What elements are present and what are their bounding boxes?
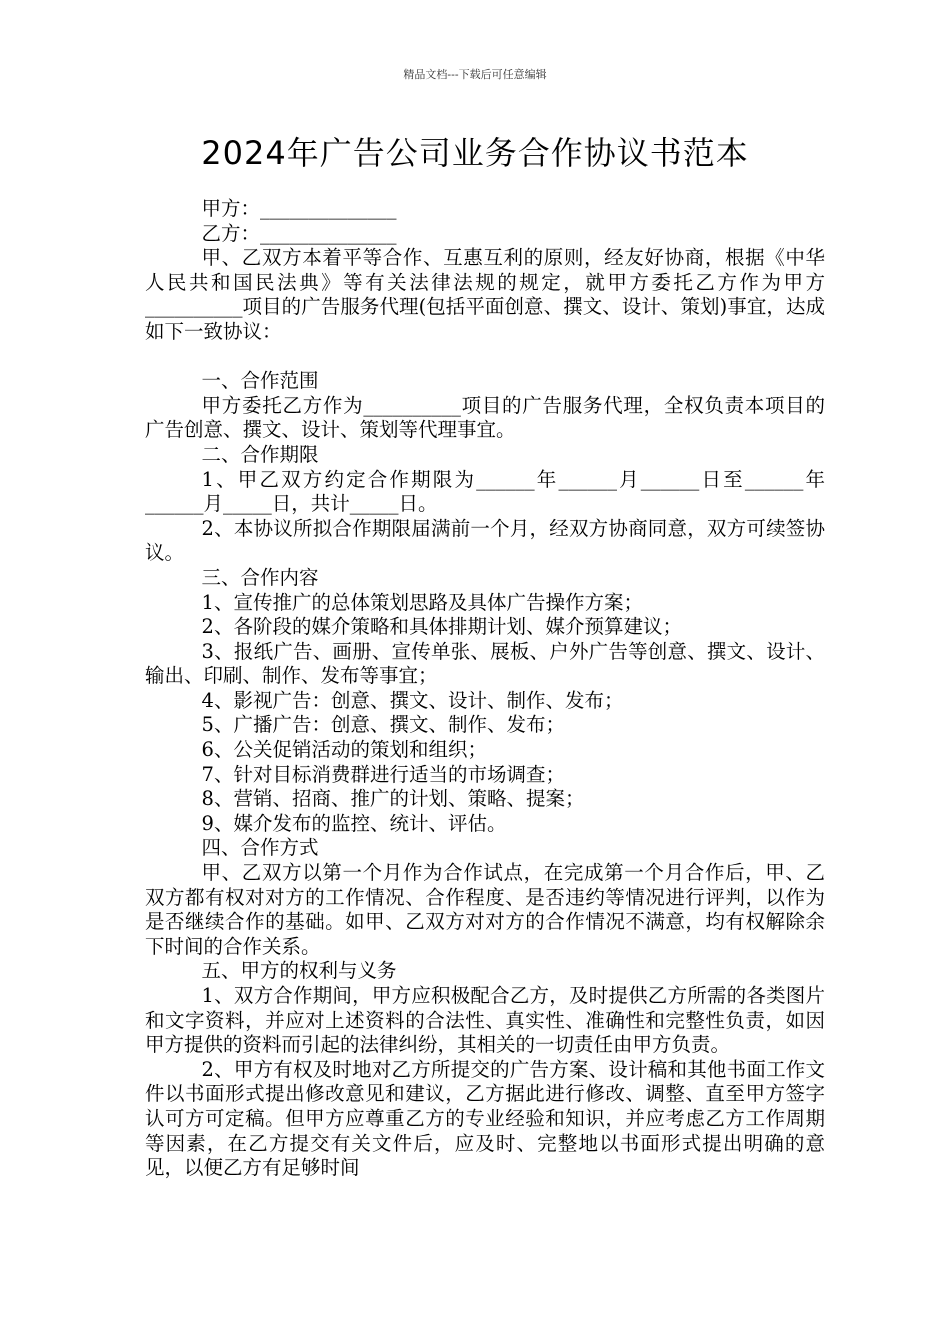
body-paragraph: 1、双方合作期间，甲方应积极配合乙方，及时提供乙方所需的各类图片和文字资料，并应对上述资料的合法性、真实性、准确性和完整性负责，如因甲方提供的资料而引起的法律纠纷，其相关的一切责任由甲方负责。 — [145, 984, 825, 1057]
document-body — [145, 197, 825, 1181]
body-paragraph: 甲方委托乙方作为__________项目的广告服务代理，全权负责本项目的广告创意、撰文、设计、策划等代理事宜。 — [145, 393, 825, 442]
list-item: 6、公关促销活动的策划和组织； — [201, 738, 487, 762]
section-heading: 一、合作范围 — [201, 369, 319, 393]
section-heading: 二、合作期限 — [201, 442, 319, 466]
body-paragraph: 1、甲乙双方约定合作期限为______年______月______日至______年______月_____日，共计_____日。 — [145, 467, 825, 516]
document-title: 2024年广告公司业务合作协议书范本 — [201, 134, 749, 172]
party-b-line: 乙方：______________ — [201, 221, 397, 245]
body-paragraph: 甲、乙双方以第一个月作为合作试点，在完成第一个月合作后，甲、乙双方都有权对对方的工作情况、合作程度、是否违约等情况进行评判，以作为是否继续合作的基础。如甲、乙双方对对方的合作情况不满意，均有权解除余下时间的合作关系。 — [145, 861, 825, 958]
list-item: 3、报纸广告、画册、宣传单张、展板、户外广告等创意、撰文、设计、输出、印刷、制作、发布等事宜； — [145, 639, 825, 688]
list-item: 8、营销、招商、推广的计划、策略、提案； — [201, 787, 585, 811]
blank-line — [145, 345, 825, 370]
list-item: 2、各阶段的媒介策略和具体排期计划、媒介预算建议； — [201, 615, 682, 639]
party-a-line: 甲方：______________ — [201, 197, 397, 220]
section-heading: 三、合作内容 — [201, 565, 319, 589]
list-item: 1、宣传推广的总体策划思路及具体广告操作方案； — [201, 590, 643, 614]
preamble-paragraph: 甲、乙双方本着平等合作、互惠互利的原则，经友好协商，根据《中华人民共和国民法典》等有关法律法规的规定，就甲方委托乙方作为甲方__________项目的广告服务代理(包括平面创意、撰文、设计、策划)事宜，达成如下一致协议： — [145, 246, 825, 343]
list-item: 4、影视广告：创意、撰文、设计、制作、发布； — [201, 688, 624, 712]
body-paragraph: 2、本协议所拟合作期限届满前一个月，经双方协商同意，双方可续签协议。 — [145, 516, 825, 565]
list-item: 5、广播广告：创意、撰文、制作、发布； — [201, 713, 565, 737]
list-item: 7、针对目标消费群进行适当的市场调查； — [201, 762, 565, 786]
header-note: 精品文档---下载后可任意编辑 — [403, 68, 547, 81]
section-heading: 五、甲方的权利与义务 — [201, 959, 397, 983]
list-item: 9、媒介发布的监控、统计、评估。 — [201, 811, 507, 835]
body-paragraph: 2、甲方有权及时地对乙方所提交的广告方案、设计稿和其他书面工作文件以书面形式提出修改意见和建议，乙方据此进行修改、调整、直至甲方签字认可方可定稿。但甲方应尊重乙方的专业经验和知识，并应考虑乙方工作周期等因素，在乙方提交有关文件后，应及时、完整地以书面形式提出明确的意见，以便乙方有足够时间 — [145, 1057, 825, 1180]
section-heading: 四、合作方式 — [201, 836, 319, 860]
